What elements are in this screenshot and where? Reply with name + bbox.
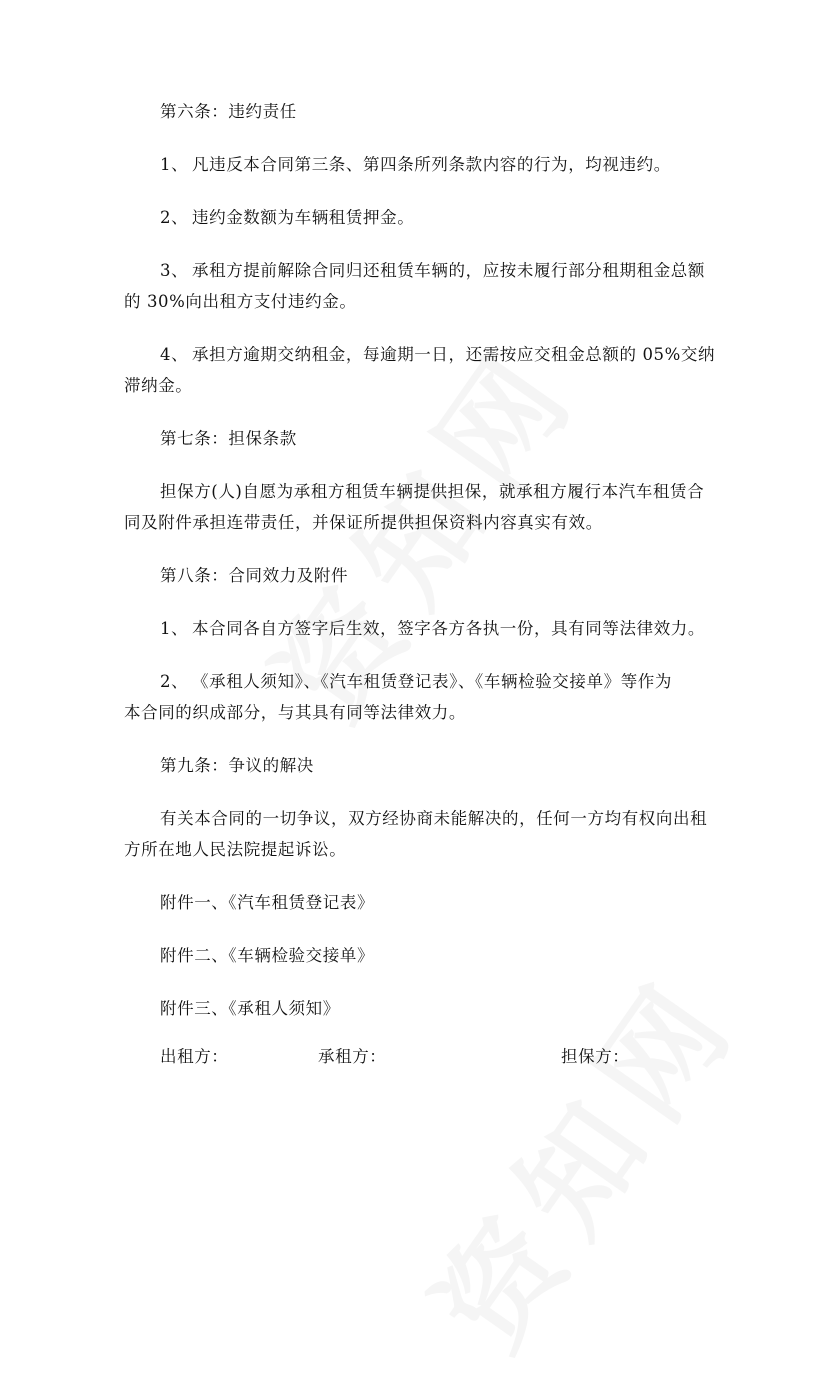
- article9-line1: 有关本合同的一切争议，双方经协商未能解决的，任何一方均有权向出租: [160, 809, 708, 828]
- article6-item4-line1: 承担方逾期交纳租金，每逾期一日，还需按应交租金总额的 05%交纳: [192, 345, 716, 364]
- article6-item2-number: 2、: [160, 208, 189, 227]
- signature-guarantor-label: 担保方：: [561, 1047, 630, 1066]
- article9-line2: 方所在地人民法院提起诉讼。: [124, 840, 347, 859]
- attachment-2: 附件二、《车辆检验交接单》: [160, 946, 375, 965]
- article6-item2-text: 违约金数额为车辆租赁押金。: [192, 208, 415, 227]
- article6-item1-number: 1、: [160, 155, 189, 174]
- article9-title: 第九条：争议的解决: [160, 756, 314, 775]
- article6-item4-number: 4、: [160, 345, 189, 364]
- signature-lessee-label: 承租方：: [318, 1047, 387, 1066]
- watermark-text-bottom: [389, 935, 771, 1377]
- article6-item4-line2: 滞纳金。: [124, 376, 193, 395]
- article8-item1-text: 本合同各自方签字后生效，签字各方各执一份，具有同等法律效力。: [192, 619, 705, 638]
- article8-title: 第八条：合同效力及附件: [160, 566, 349, 585]
- article8-item1-number: 1、: [160, 619, 189, 638]
- article8-item2-number: 2、: [160, 672, 189, 691]
- article7-title: 第七条：担保条款: [160, 429, 297, 448]
- article6-item3-line2: 的 30%向出租方支付违约金。: [124, 292, 357, 311]
- watermark-bottom: [330, 1040, 750, 1240]
- article8-item2-line2: 本合同的织成部分，与其具有同等法律效力。: [124, 703, 466, 722]
- article7-line1: 担保方(人)自愿为承租方租赁车辆提供担保，就承租方履行本汽车租赁合: [160, 482, 705, 501]
- article7-line2: 同及附件承担连带责任，并保证所提供担保资料内容真实有效。: [124, 513, 603, 532]
- attachment-3: 附件三、《承租人须知》: [160, 999, 340, 1018]
- attachment-1: 附件一、《汽车租赁登记表》: [160, 893, 375, 912]
- article6-item1-text: 凡违反本合同第三条、第四条所列条款内容的行为，均视违约。: [192, 155, 671, 174]
- signature-lessor-label: 出租方：: [160, 1047, 229, 1066]
- article6-item3-line1: 承租方提前解除合同归还租赁车辆的，应按未履行部分租期租金总额: [192, 261, 705, 280]
- article8-item2-line1: 《承租人须知》、《汽车租赁登记表》、《车辆检验交接单》等作为: [192, 672, 672, 691]
- article6-title: 第六条：违约责任: [160, 102, 297, 121]
- article6-item3-number: 3、: [160, 261, 189, 280]
